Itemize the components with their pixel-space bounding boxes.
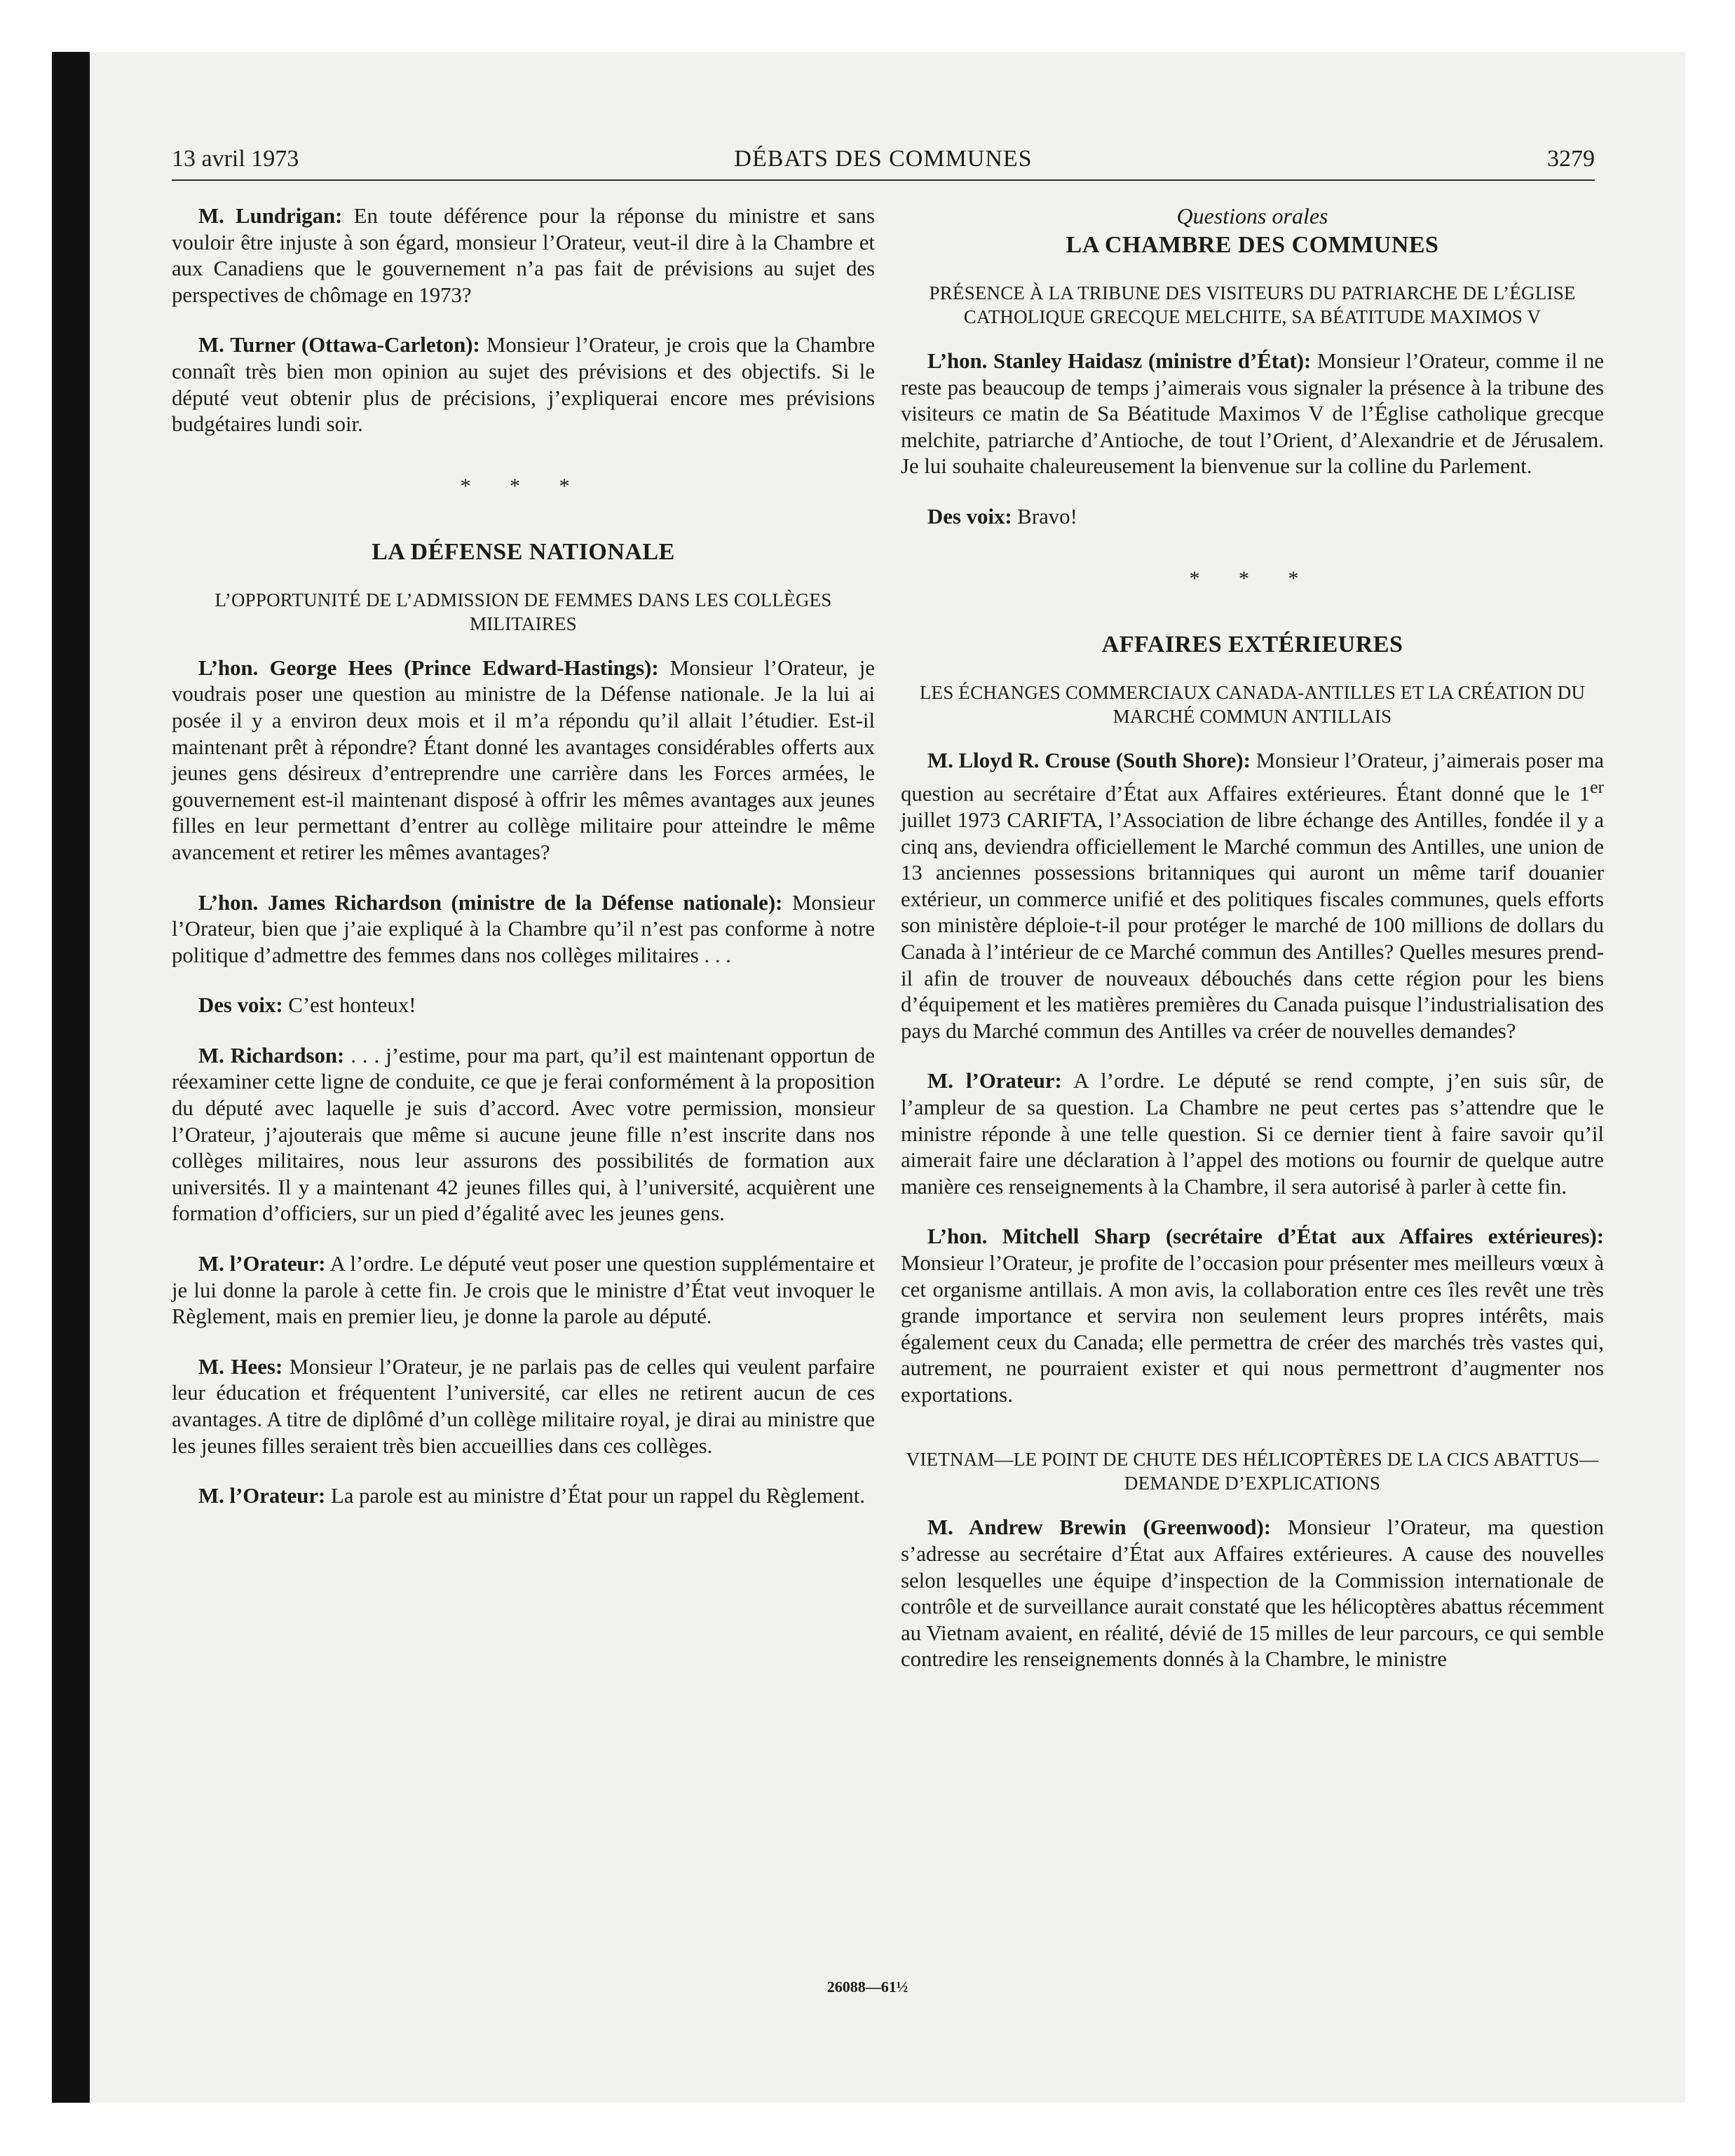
- paragraph-turner: [172, 332, 875, 437]
- speaker-name: Des voix:: [198, 993, 283, 1018]
- paragraph-voices-bravo: [901, 504, 1604, 531]
- section-separator: * * *: [460, 474, 587, 498]
- section-title-chambre: LA CHAMBRE DES COMMUNES: [1066, 232, 1439, 258]
- speech-text: A l’ordre. Le député se rend compte, j’en suis sûr, de l’ampleur de sa question. La Chambre ne peut certes pas s’attendre que le ministre réponde à une telle question. Si ce dernier tient à faire savoir qu’il aimerait faire une déclaration à l’appel des motions ou fournir de quelque autre manière ces renseignements à la Chambre, il sera autorisé à parler à cette fin.: [901, 1069, 1605, 1199]
- footer-code: 26088—61½: [826, 1978, 909, 1995]
- section-separator: * * *: [1189, 566, 1316, 590]
- left-column: [172, 203, 875, 1534]
- speech-text: Bravo!: [1012, 504, 1077, 528]
- speaker-name: M. Lloyd R. Crouse (South Shore):: [927, 748, 1251, 772]
- header-page-number: 3279: [1547, 146, 1595, 172]
- speech-text: juillet 1973 CARIFTA, l’Association de libre échange des Antilles, fondée il y a cinq ans, deviendra officiellement le Marché commun des Antilles, une union de 13 anciennes possessions britanniques qui auront un même tarif douanier extérieur, un commerce unifié et des politiques fiscales communes, quels efforts son ministère déploie-t-il pour protéger le marché de 100 millions de dollars du Canada à l’intérieur de ce Marché commun des Antilles? Quelles mesures prend-il afin de trouver de nouveaux débouchés dans cette région pour les biens d’équipement et les matières premières du Canada puisque l’industrialisation des pays du Marché commun des Antilles va créer de nouvelles demandes?: [901, 808, 1604, 1043]
- paragraph-voices: [172, 992, 875, 1019]
- running-header: [172, 146, 1595, 181]
- speaker-name: M. Lundrigan:: [198, 204, 343, 228]
- paragraph-speaker: [172, 1251, 875, 1330]
- speech-text: Monsieur l’Orateur, je ne parlais pas de celles qui veulent parfaire leur éducation et fréquentent l’université, car elles ne retirent aucun de ces avantages. A titre de diplômé d’un collège militaire royal, je dirai au ministre que les jeunes filles seraient très bien accueillies dans ces collèges.: [172, 1354, 875, 1458]
- speech-text: A l’ordre. Le député veut poser une question supplémentaire et je lui donne la parole à cette fin. Je crois que le ministre d’État veut invoquer le Règlement, mais en premier lieu, je donne la parole au député.: [172, 1252, 875, 1329]
- paragraph-hees: [172, 655, 875, 866]
- speech-text: . . . j’estime, pour ma part, qu’il est maintenant opportun de réexaminer cette ligne de conduite, ce que je ferai conformément à la proposition du député avec laquelle je suis d’accord. Avec votre permission, monsieur l’Orateur, j’ajouterais que même si aucune jeune fille n’est inscrite dans nos collèges militaires, nous leur assurons des possibilités de formation aux universités. Il y a maintenant 42 jeunes filles qui, à l’université, acquièrent une formation d’officiers, sur un pied d’égalité avec les jeunes gens.: [172, 1043, 875, 1226]
- speaker-name: M. l’Orateur:: [927, 1069, 1062, 1093]
- speaker-name: M. Richardson:: [198, 1043, 345, 1067]
- subtitle-antilles: LES ÉCHANGES COMMERCIAUX CANADA-ANTILLES ET LA CRÉATION DU MARCHÉ COMMUN ANTILLAIS: [919, 681, 1586, 727]
- speech-text: Monsieur l’Orateur, ma question s’adresse au secrétaire d’État aux Affaires extérieures. A cause des nouvelles selon lesquelles une équipe d’inspection de la Commission internationale de contrôle et de surveillance aurait constaté que les hélicoptères abattus récemment au Vietnam avaient, en réalité, dévié de 15 milles de leur parcours, ce qui semble contredire les renseignements donnés à la Chambre, le ministre: [901, 1515, 1604, 1672]
- paragraph-lundrigan: [172, 203, 875, 308]
- speaker-name: M. Turner (Ottawa-Carleton):: [198, 333, 480, 357]
- binding-edge: [52, 52, 90, 2103]
- speaker-name: M. Hees:: [198, 1354, 283, 1379]
- speech-text: La parole est au ministre d’État pour un rappel du Règlement.: [325, 1484, 865, 1508]
- paragraph-richardson: [172, 890, 875, 969]
- paragraph-brewin: [901, 1515, 1604, 1673]
- paragraph-speaker-order: [901, 1068, 1604, 1200]
- speaker-name: L’hon. Stanley Haidasz (ministre d’État):: [927, 349, 1312, 373]
- subtitle-women-colleges: L’OPPORTUNITÉ DE L’ADMISSION DE FEMMES DANS LES COLLÈGES MILITAIRES: [215, 589, 832, 634]
- paragraph-haidasz: [901, 348, 1604, 480]
- speech-text: C’est honteux!: [283, 993, 416, 1018]
- speech-text: En toute déférence pour la réponse du ministre et sans vouloir être injuste à son égard, monsieur l’Orateur, veut-il dire à la Chambre et aux Canadiens que le gouvernement n’a pas fait de prévisions au sujet des perspectives de chômage en 1973?: [172, 204, 875, 307]
- right-column: [901, 203, 1604, 1697]
- section-title-defense: LA DÉFENSE NATIONALE: [372, 538, 675, 565]
- header-date: 13 avril 1973: [172, 146, 299, 172]
- subtitle-patriarch: PRÉSENCE À LA TRIBUNE DES VISITEURS DU PATRIARCHE DE L’ÉGLISE CATHOLIQUE GRECQUE MELCHITE, SA BÉATITUDE MAXIMOS V: [929, 282, 1576, 327]
- speaker-name: L’hon. George Hees (Prince Edward-Hastings):: [198, 655, 659, 680]
- speech-text: Monsieur l’Orateur, je voudrais poser une question au ministre de la Défense nationale. Je la lui ai posée il y a environ deux mois et il m’a répondu qu’il allait l’étudier. Est-il maintenant prêt à répondre? Étant donné les avantages considérables offerts aux jeunes gens désireux d’entreprendre une carrière dans les Forces armées, le gouvernement est-il maintenant disposé à offrir les mêmes avantages aux jeunes filles en leur permettant d’entrer au collège militaire pour atteindre le même avancement et retirer les mêmes avantages?: [172, 655, 875, 864]
- paragraph-richardson-2: [172, 1043, 875, 1227]
- speech-text: Monsieur l’Orateur, je profite de l’occasion pour présenter mes meilleurs vœux à cet organisme antillais. A mon avis, la collaboration entre ces îles revêt une très grande importance et servira non seulement leurs propres intérêts, mais également ceux du Canada; elle permettra de créer des marchés très vastes qui, autrement, ne pourraient exister et qui nous permettront d’augmenter nos exportations.: [901, 1250, 1604, 1407]
- section-title-external-affairs: AFFAIRES EXTÉRIEURES: [1101, 631, 1403, 657]
- speech-text: Monsieur l’Orateur, je crois que la Chambre connaît très bien mon opinion au sujet des prévisions et des objectifs. Si le député veut obtenir plus de précisions, j’expliquerai encore mes prévisions budgétaires lundi soir.: [172, 333, 875, 437]
- speaker-name: M. l’Orateur:: [198, 1252, 326, 1276]
- speaker-name: L’hon. James Richardson (ministre de la Défense nationale):: [198, 890, 783, 915]
- paragraph-crouse: [901, 748, 1604, 1045]
- ordinal-superscript: er: [1590, 777, 1604, 798]
- paragraph-speaker-2: [172, 1483, 875, 1510]
- speaker-name: Des voix:: [927, 504, 1012, 528]
- speaker-name: L’hon. Mitchell Sharp (secrétaire d’État aux Affaires extérieures):: [927, 1224, 1604, 1249]
- speech-text: Monsieur l’Orateur, comme il ne reste pas beaucoup de temps j’aimerais vous signaler la présence à la tribune des visiteurs ce matin de Sa Béatitude Maximos V de l’Église catholique grecque melchite, patriarche d’Antioche, de tout l’Orient, d’Alexandrie et de Jérusalem. Je lui souhaite chaleureusement la bienvenue sur la colline du Parlement.: [901, 349, 1604, 479]
- header-title: DÉBATS DES COMMUNES: [734, 146, 1033, 172]
- subtitle-vietnam: VIETNAM—LE POINT DE CHUTE DES HÉLICOPTÈRES DE LA CICS ABATTUS—DEMANDE D’EXPLICATIONS: [906, 1449, 1599, 1494]
- speaker-name: M. Andrew Brewin (Greenwood):: [927, 1515, 1272, 1540]
- speaker-name: M. l’Orateur:: [198, 1484, 326, 1508]
- paragraph-hees-2: [172, 1354, 875, 1459]
- speech-text: Monsieur l’Orateur, j’aimerais poser ma question au secrétaire d’État aux Affaires extérieures. Étant donné que le 1: [901, 748, 1605, 806]
- speech-text: Monsieur l’Orateur, bien que j’aie expliqué à la Chambre qu’il n’est pas conforme à notre politique d’admettre des femmes dans nos collèges militaires . . .: [172, 890, 875, 967]
- section-label-questions: Questions orales: [1176, 203, 1328, 228]
- paragraph-sharp: [901, 1224, 1604, 1408]
